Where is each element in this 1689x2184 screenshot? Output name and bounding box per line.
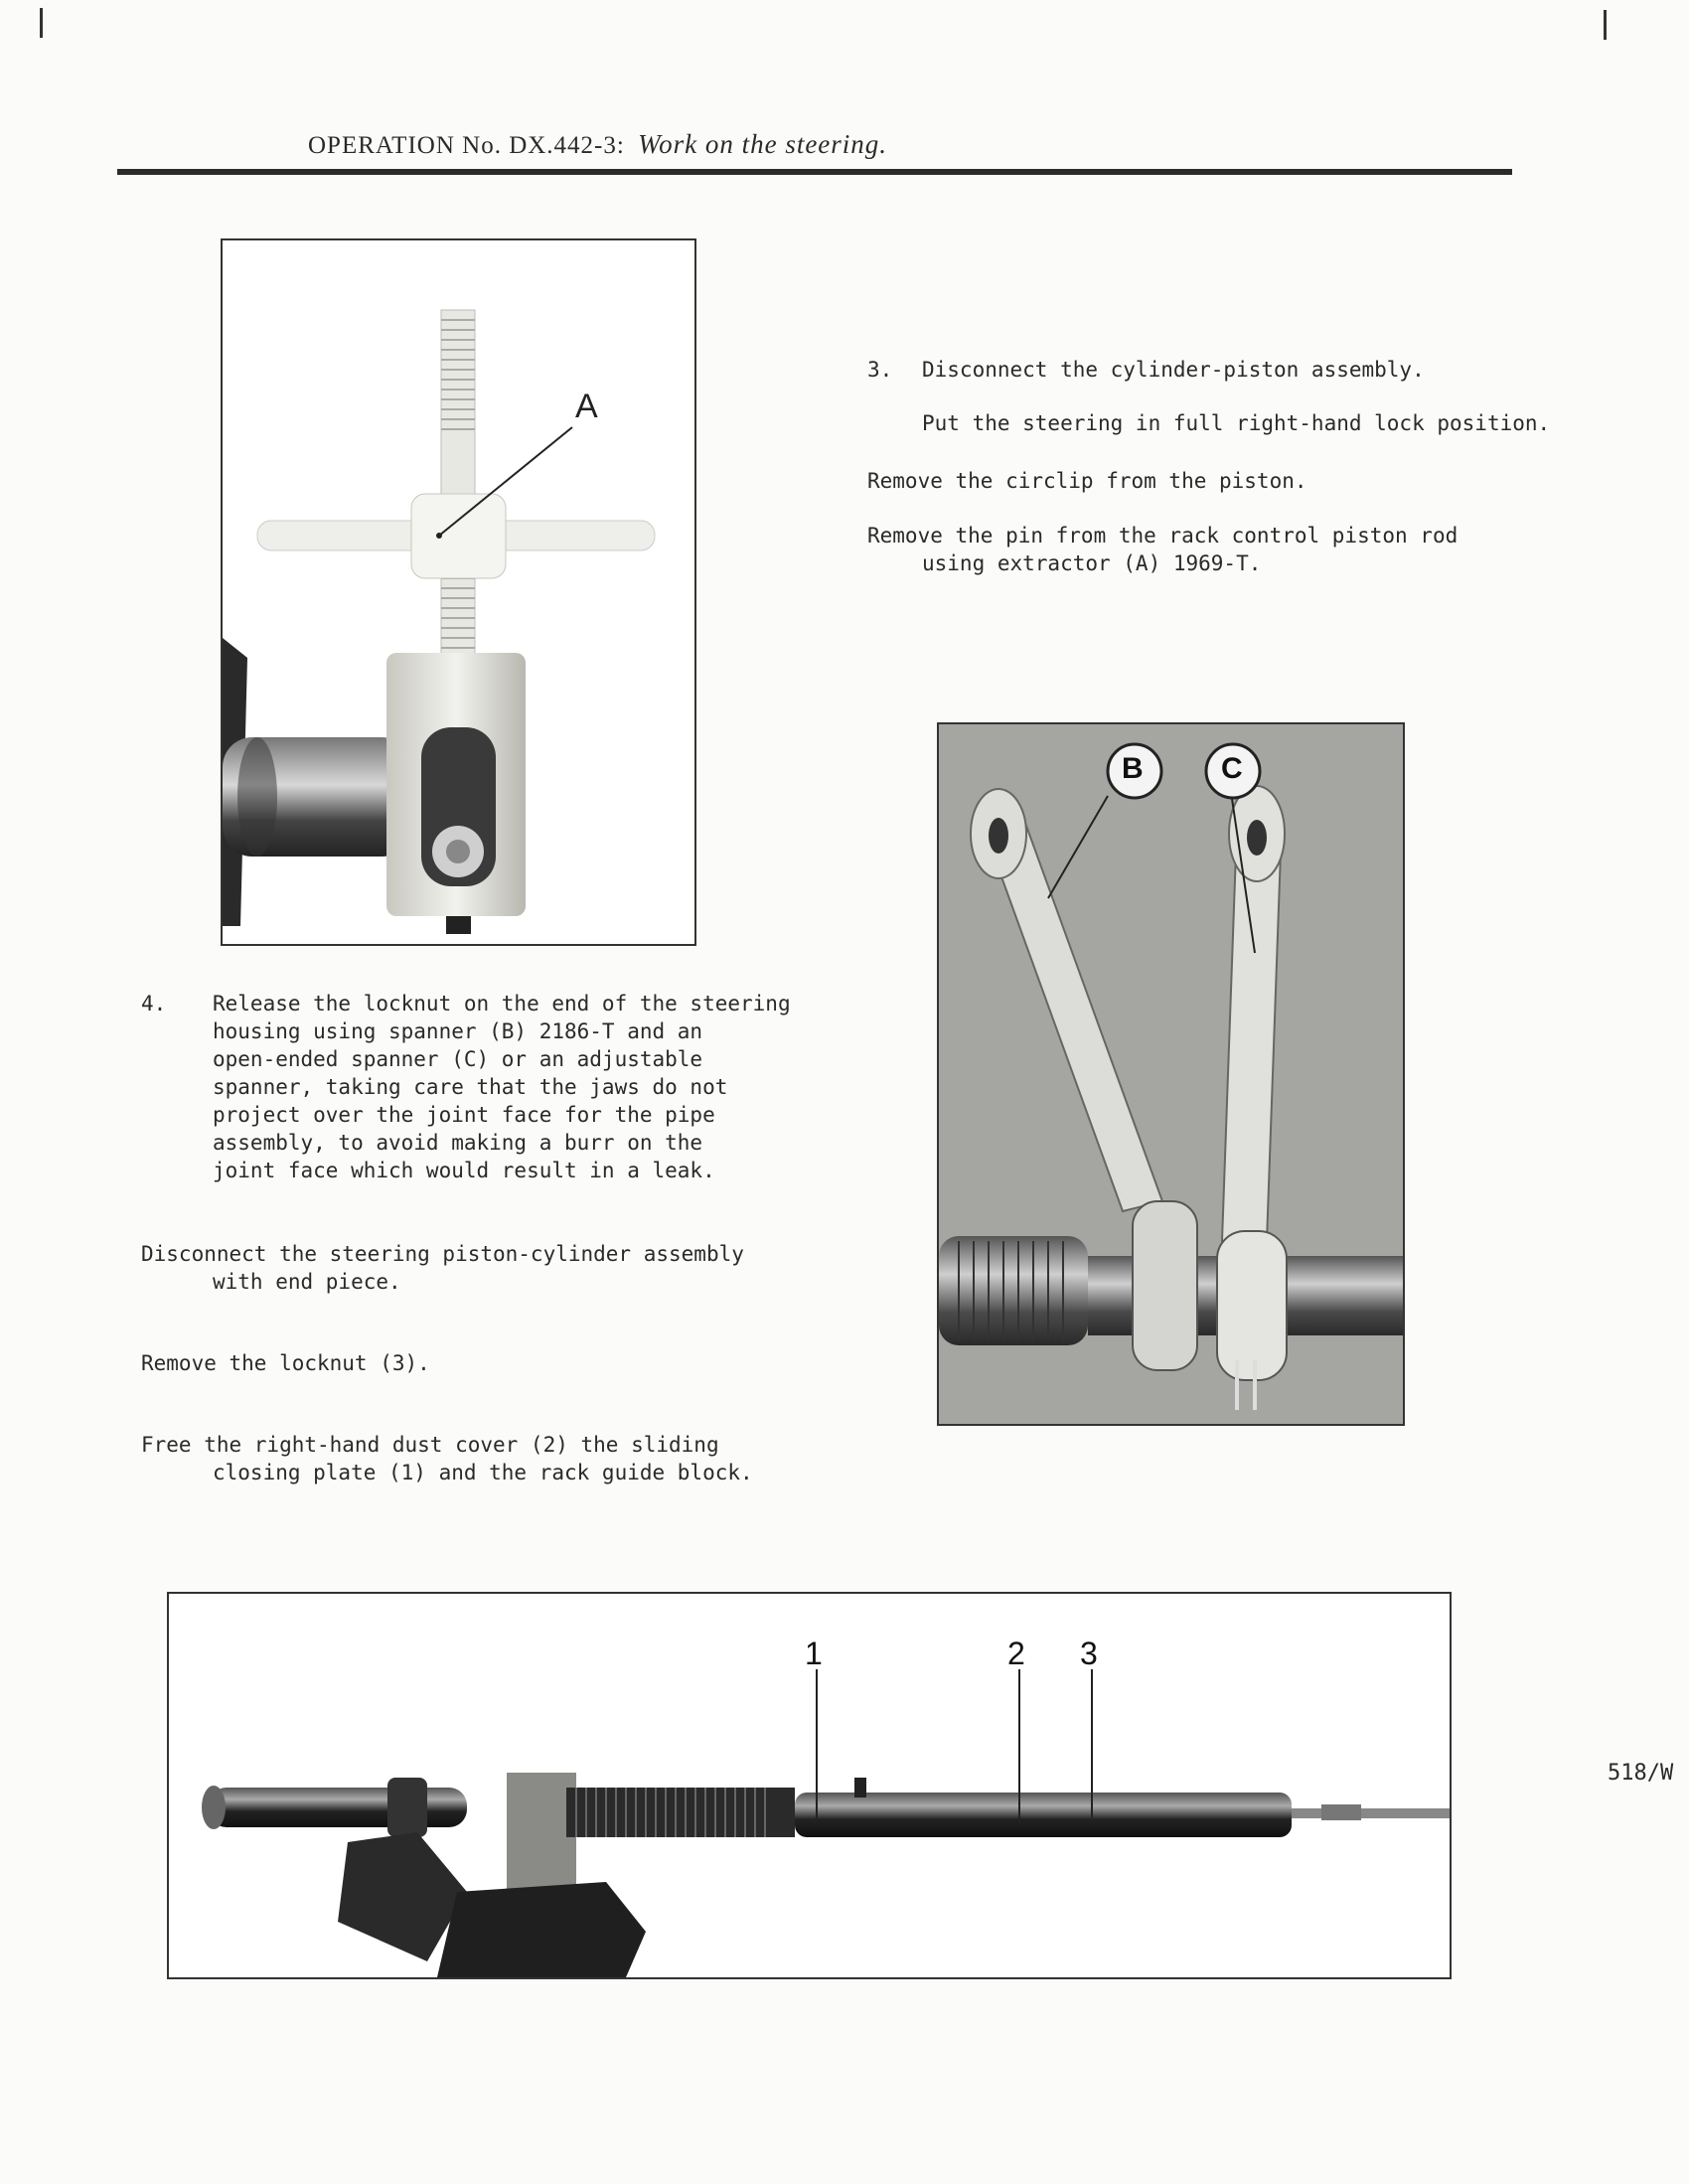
section-3-step-circlip: Remove the circlip from the piston.	[867, 469, 1307, 493]
section-3-heading: Disconnect the cylinder-piston assembly.	[922, 358, 1425, 382]
section-3-step-pin-cont: using extractor (A) 1969-T.	[922, 551, 1262, 575]
callout-a: A	[575, 388, 598, 425]
section-4-number: 4.	[141, 992, 167, 1015]
page-number: 518/W	[1608, 1761, 1674, 1786]
callout-3: 3	[1080, 1636, 1098, 1671]
callout-2: 2	[1007, 1636, 1025, 1671]
remove-locknut-step: Remove the locknut (3).	[141, 1351, 430, 1375]
section-3-step-lock: Put the steering in full right-hand lock position.	[922, 411, 1551, 435]
section-4-line: housing using spanner (B) 2186-T and an	[213, 1019, 703, 1043]
section-3-number: 3.	[867, 358, 893, 382]
figure-extractor	[221, 238, 696, 946]
section-4-line: open-ended spanner (C) or an adjustable	[213, 1047, 703, 1071]
scan-mark-left	[40, 8, 43, 38]
callout-b: B	[1122, 752, 1144, 785]
free-dust-cover-step: Free the right-hand dust cover (2) the sliding	[141, 1433, 719, 1457]
free-dust-cover-step-cont: closing plate (1) and the rack guide block.	[213, 1461, 753, 1484]
section-4-line: joint face which would result in a leak.	[213, 1159, 715, 1182]
operation-number: OPERATION No. DX.442-3:	[308, 132, 625, 159]
section-4-body	[213, 990, 791, 1184]
operation-title: Work on the steering.	[638, 129, 888, 159]
callout-a-leader	[223, 240, 694, 944]
callout-c: C	[1221, 752, 1243, 785]
figure-steering-rack	[167, 1592, 1452, 1979]
header-rule	[117, 169, 1512, 175]
section-4-line: assembly, to avoid making a burr on the	[213, 1131, 703, 1155]
disconnect-step: Disconnect the steering piston-cylinder assembly	[141, 1242, 744, 1266]
section-4-line: spanner, taking care that the jaws do not	[213, 1075, 728, 1099]
section-4-line: project over the joint face for the pipe	[213, 1103, 715, 1127]
spanners-illustration	[939, 724, 1403, 1424]
disconnect-step-cont: with end piece.	[213, 1270, 401, 1294]
callout-1: 1	[805, 1636, 823, 1671]
page-header	[308, 129, 887, 160]
figure-spanners	[937, 722, 1405, 1426]
section-3-step-pin: Remove the pin from the rack control piston rod	[867, 524, 1459, 547]
scan-mark-right	[1604, 10, 1607, 40]
section-4-line: Release the locknut on the end of the steering	[213, 992, 791, 1015]
